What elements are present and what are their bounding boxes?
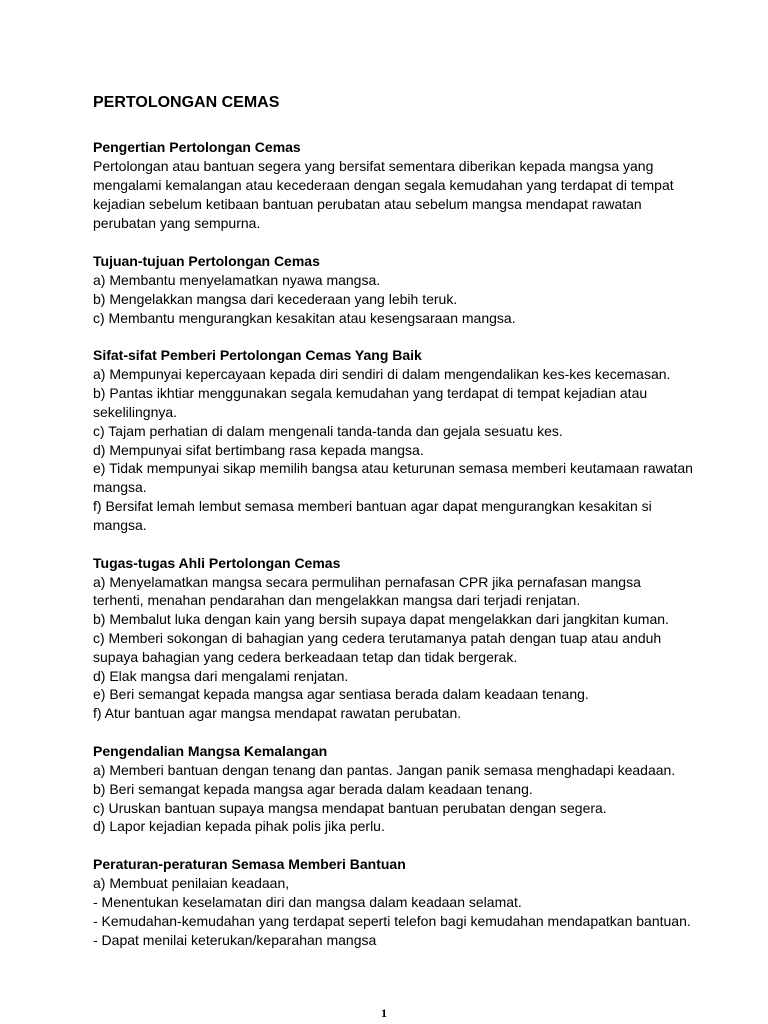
list-item: a) Mempunyai kepercayaan kepada diri sendiri di dalam mengendalikan kes-kes kecemasan. bbox=[93, 366, 671, 383]
list-item: d) Mempunyai sifat bertimbang rasa kepada mangsa. bbox=[93, 441, 424, 458]
section-paragraph: Pertolongan atau bantuan segera yang bersifat sementara diberikan kepada mangsa yang mengalami kemalangan atau kecederaan dengan segala kemudahan yang terdapat di tempat kejadian sebelum ketibaan bantuan perubatan atau sebelum mangsa mendapat rawatan perubatan yang sempurna. bbox=[93, 158, 674, 231]
section-heading: Tujuan-tujuan Pertolongan Cemas bbox=[93, 253, 320, 269]
list-item: e) Beri semangat kepada mangsa agar sentiasa berada dalam keadaan tenang. bbox=[93, 686, 589, 703]
list-item: b) Mengelakkan mangsa dari kecederaan yang lebih teruk. bbox=[93, 290, 458, 307]
list-item: c) Tajam perhatian di dalam mengenali tanda-tanda dan gejala sesuatu kes. bbox=[93, 422, 563, 439]
list-item: d) Lapor kejadian kepada pihak polis jika perlu. bbox=[93, 818, 385, 835]
list-item: - Menentukan keselamatan diri dan mangsa dalam keadaan selamat. bbox=[93, 893, 522, 910]
list-item: b) Beri semangat kepada mangsa agar berada dalam keadaan tenang. bbox=[93, 780, 533, 797]
section-sifat bbox=[93, 346, 693, 534]
list-item: c) Memberi sokongan di bahagian yang cedera terutamanya patah dengan tuap atau anduh supaya bahagian yang cedera berkeadaan tetap dan tidak bergerak. bbox=[93, 629, 662, 665]
list-item: f) Atur bantuan agar mangsa mendapat rawatan perubatan. bbox=[93, 705, 462, 722]
section-heading: Sifat-sifat Pemberi Pertolongan Cemas Yang Baik bbox=[93, 347, 422, 364]
page-number: 1 bbox=[381, 1006, 387, 1020]
list-item: - Dapat menilai keterukan/keparahan mangsa bbox=[93, 931, 377, 948]
document-page bbox=[93, 93, 693, 968]
list-item: b) Membalut luka dengan kain yang bersih supaya dapat mengelakkan dari jangkitan kuman. bbox=[93, 611, 669, 628]
list-item: c) Uruskan bantuan supaya mangsa mendapat bantuan perubatan dengan segera. bbox=[93, 799, 607, 816]
list-item: a) Membantu menyelamatkan nyawa mangsa. bbox=[93, 272, 381, 288]
section-heading: Pengertian Pertolongan Cemas bbox=[93, 139, 301, 155]
list-item: b) Pantas ikhtiar menggunakan segala kemudahan yang terdapat di tempat kejadian atau sekelilingnya. bbox=[93, 385, 648, 420]
list-item: d) Elak mangsa dari mengalami renjatan. bbox=[93, 667, 349, 684]
list-item: e) Tidak mempunyai sikap memilih bangsa atau keturunan semasa memberi keutamaan rawatan mangsa. bbox=[93, 460, 693, 496]
section-pengendalian bbox=[93, 742, 693, 836]
list-item: a) Membuat penilaian keadaan, bbox=[93, 875, 290, 892]
list-item: c) Membantu mengurangkan kesakitan atau kesengsaraan mangsa. bbox=[93, 309, 516, 326]
section-heading: Pengendalian Mangsa Kemalangan bbox=[93, 742, 328, 759]
list-item: - Kemudahan-kemudahan yang terdapat seperti telefon bagi kemudahan mendapatkan bantuan. bbox=[93, 912, 691, 929]
section-tujuan bbox=[93, 252, 693, 327]
list-item: f) Bersifat lemah lembut semasa memberi bantuan agar dapat mengurangkan kesakitan si mangsa. bbox=[93, 497, 652, 533]
section-heading: Peraturan-peraturan Semasa Memberi Bantuan bbox=[93, 856, 406, 873]
document-title: PERTOLONGAN CEMAS bbox=[93, 94, 280, 111]
list-item: a) Memberi bantuan dengan tenang dan pantas. Jangan panik semasa menghadapi keadaan. bbox=[93, 761, 676, 778]
section-pengertian bbox=[93, 138, 693, 233]
section-peraturan bbox=[93, 855, 693, 949]
section-heading: Tugas-tugas Ahli Pertolongan Cemas bbox=[93, 554, 341, 571]
list-item: a) Menyelamatkan mangsa secara permulihan pernafasan CPR jika pernafasan mangsa terhenti, menahan pendarahan dan mengelakkan mangsa dari terjadi renjatan. bbox=[93, 573, 641, 609]
section-tugas bbox=[93, 554, 693, 723]
